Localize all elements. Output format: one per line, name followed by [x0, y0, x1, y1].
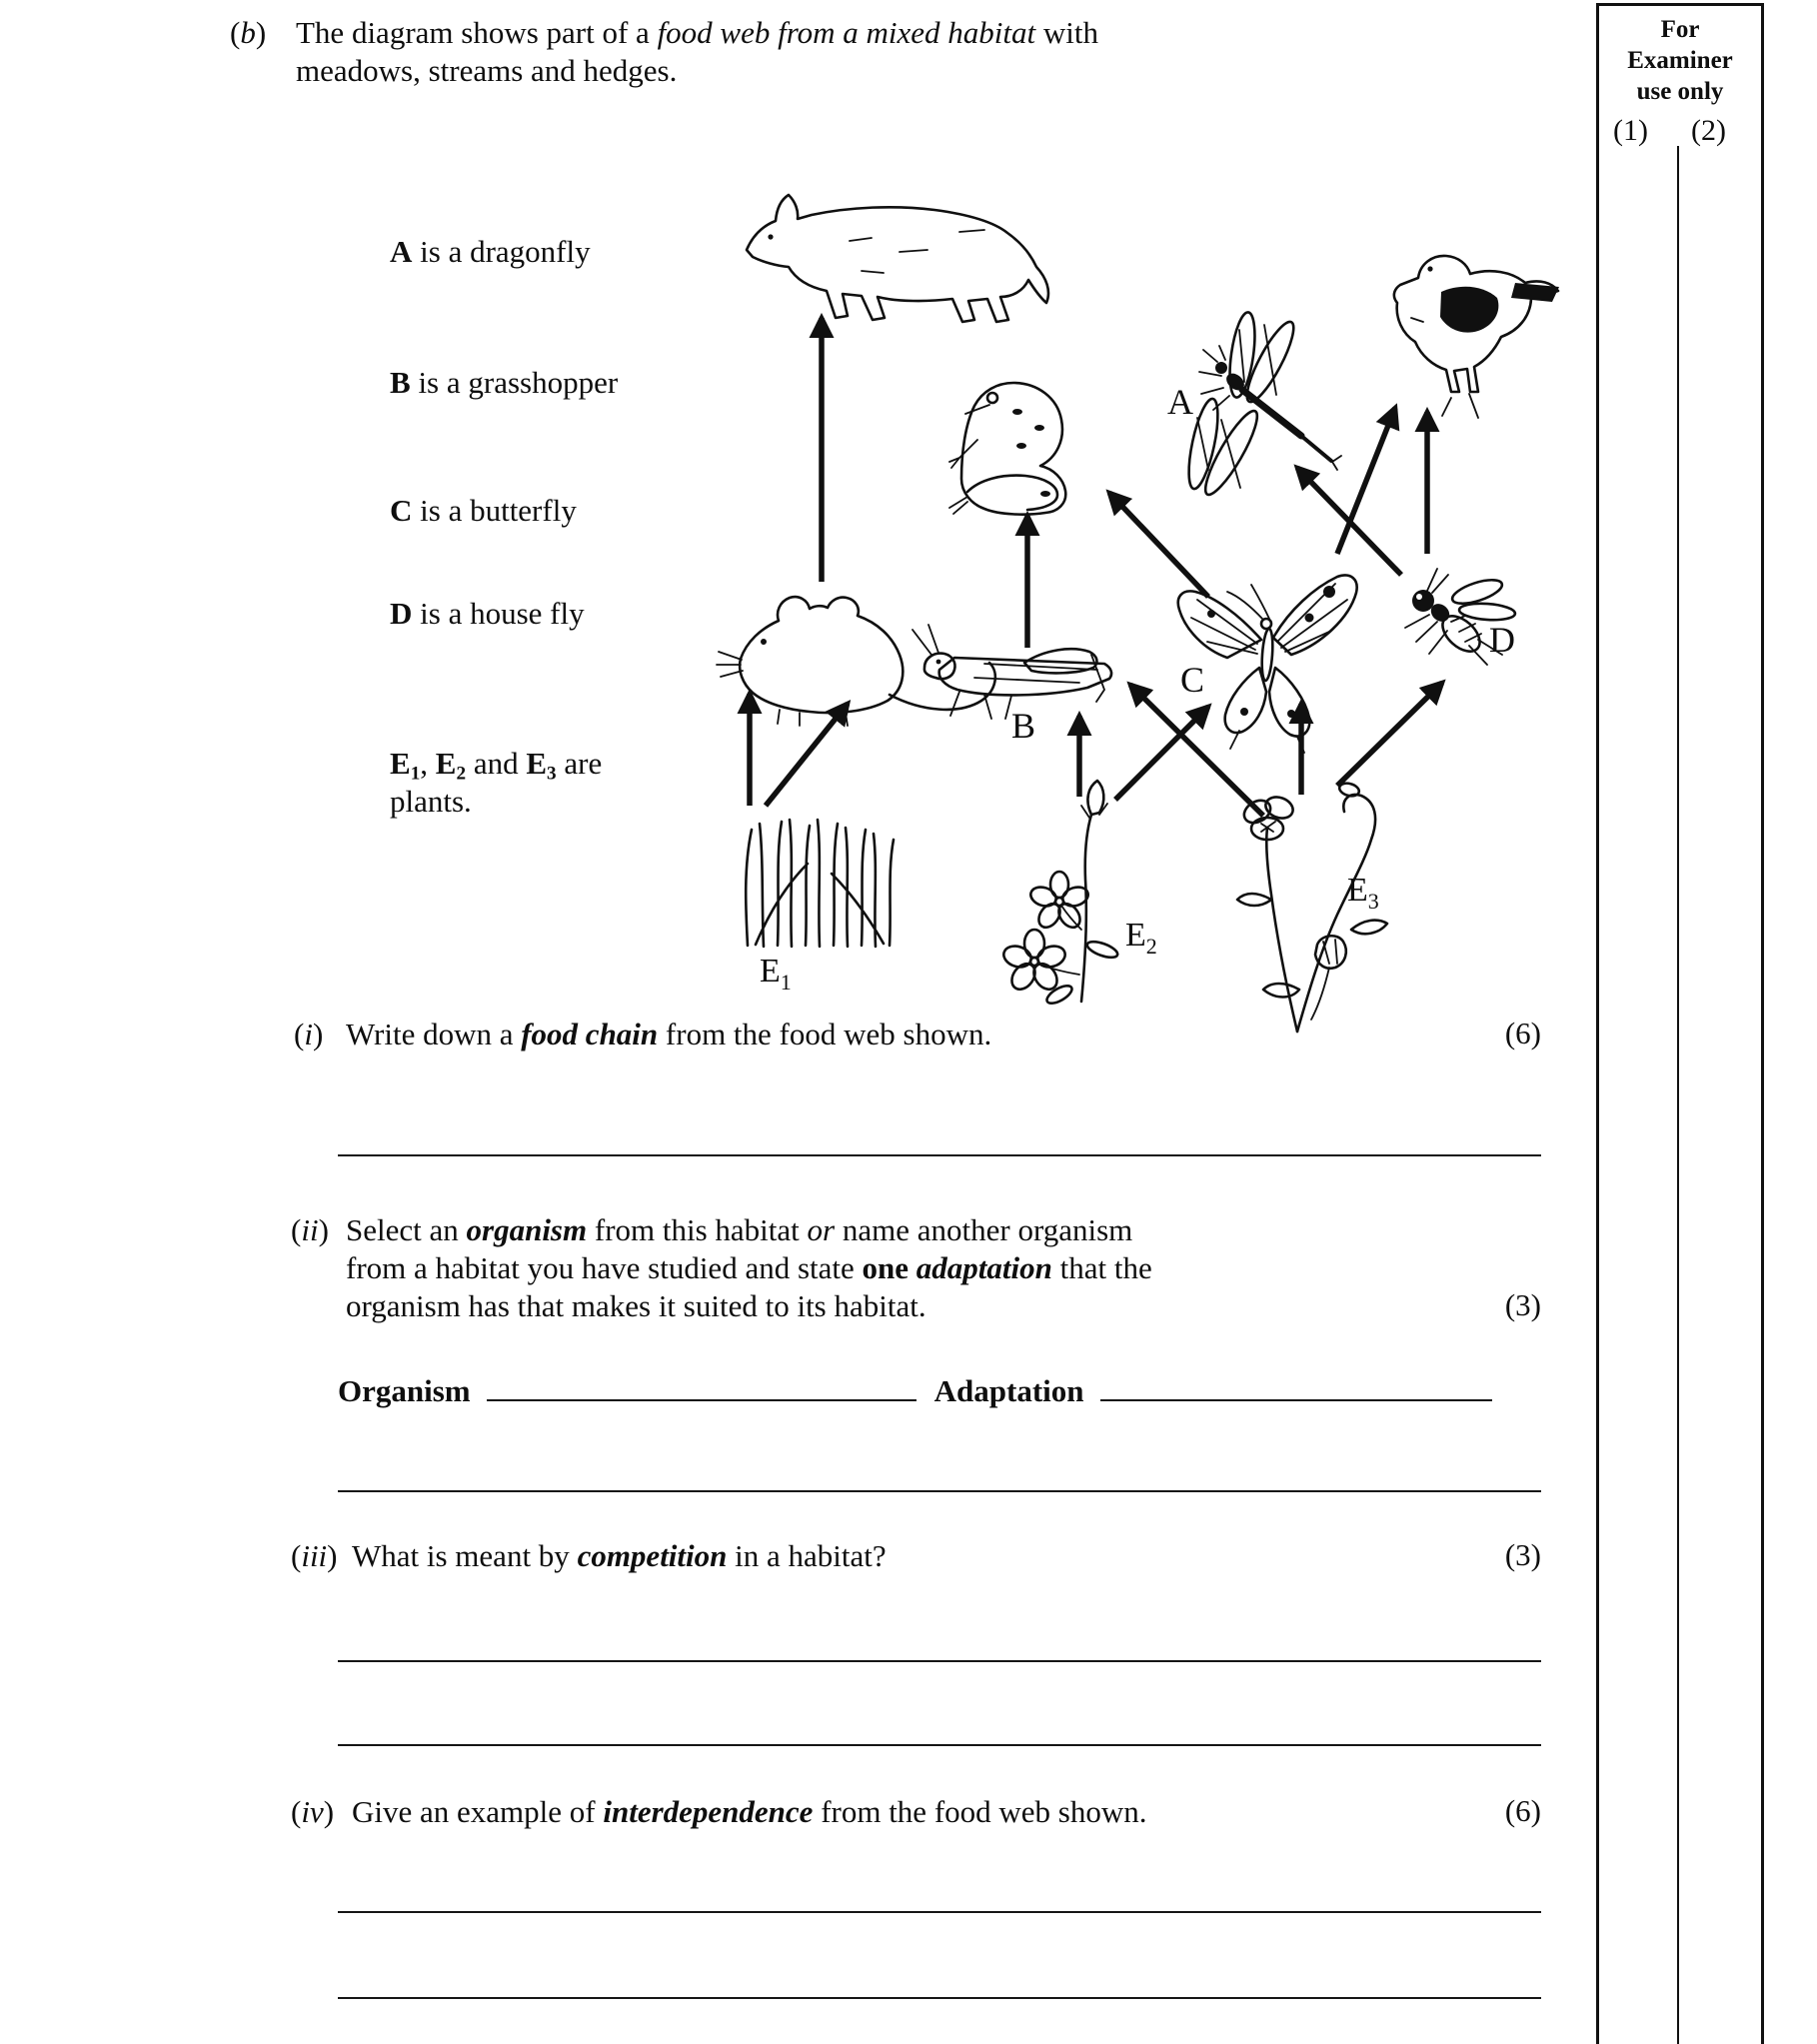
- organism-letter-butterfly: C: [1180, 660, 1205, 700]
- q4-marks: (6): [1504, 1793, 1541, 1828]
- q1-numeral: (i): [294, 1017, 324, 1051]
- examiner-col-1: (1): [1613, 114, 1648, 147]
- butterfly-drawing: [1178, 575, 1357, 753]
- organism-letter-e2: $E_2$: [1125, 917, 1157, 959]
- organism-letter-e3: $E_3$: [1347, 872, 1379, 914]
- organism-letter-dragonfly: A: [1167, 382, 1193, 422]
- question-intro-text: The diagram shows part of a food web from a mixed habitat with meadows, streams and hedges.: [296, 15, 1106, 88]
- q3-text: What is meant by competition in a habitat?: [352, 1538, 887, 1573]
- examiner-column-divider: [1677, 146, 1679, 2044]
- q2-marks: (3): [1504, 1287, 1541, 1322]
- flower-e2-drawing: [1001, 781, 1119, 1007]
- food-web-arrows: [750, 318, 1442, 816]
- grasshopper-drawing: [912, 625, 1111, 719]
- food-web-diagram: [540, 120, 1579, 1049]
- answer-line: [338, 1490, 1541, 1492]
- key-item-a: A is a dragonfly: [390, 234, 591, 269]
- answer-line: [338, 1154, 1541, 1156]
- examiner-box-title: For Examiner use only: [1627, 16, 1733, 105]
- q3-numeral: (iii): [291, 1538, 338, 1573]
- feeds-arrow-housefly-to-dragonfly: [1297, 468, 1401, 575]
- examiner-col-2: (2): [1691, 114, 1726, 147]
- key-item-d: D is a house fly: [390, 596, 585, 631]
- q2-text: Select an organism from this habitat or name another organism from a habitat you have studied and state one adaptation that the organism has that makes it suited to its habitat.: [346, 1212, 1160, 1323]
- q3-marks: (3): [1504, 1537, 1541, 1572]
- bird-drawing: [1394, 256, 1559, 418]
- dragonfly-drawing: [1183, 311, 1341, 500]
- frog-drawing: [949, 383, 1065, 515]
- organism-label: Organism: [338, 1373, 471, 1408]
- adaptation-answer-blank: [1100, 1369, 1492, 1401]
- answer-line: [338, 1997, 1541, 1999]
- q1-marks: (6): [1504, 1016, 1541, 1050]
- feeds-arrow-e3-to-housefly: [1337, 683, 1442, 786]
- answer-line: [338, 1911, 1541, 1913]
- fox-drawing: [747, 195, 1048, 322]
- answer-line: [338, 1744, 1541, 1746]
- key-item-e-line2: plants.: [390, 784, 472, 819]
- key-item-c: C is a butterfly: [390, 493, 577, 528]
- organism-letter-housefly: D: [1489, 620, 1515, 660]
- feeds-arrow-butterfly-to-frog: [1109, 493, 1208, 597]
- q2-numeral: (ii): [291, 1212, 329, 1247]
- organism-answer-blank: [487, 1369, 916, 1401]
- q4-numeral: (iv): [291, 1794, 335, 1829]
- key-item-b: B is a grasshopper: [390, 365, 619, 400]
- feeds-arrow-butterfly-to-bird: [1337, 408, 1395, 554]
- examiner-use-only-box: [1596, 3, 1764, 2044]
- grass-e1-drawing: [746, 820, 894, 947]
- organism-letter-e1: $E_1$: [760, 953, 792, 995]
- adaptation-label: Adaptation: [933, 1373, 1084, 1408]
- feeds-arrow-e2-to-butterfly: [1115, 707, 1208, 800]
- q4-text: Give an example of interdependence from the food web shown.: [352, 1794, 1147, 1829]
- feeds-arrow-e3-to-grasshopper: [1130, 685, 1263, 816]
- organism-adaptation-row: [338, 1369, 1492, 1410]
- q1-text: Write down a food chain from the food web shown.: [346, 1017, 992, 1051]
- key-item-e: E1, E2 and E3 are: [390, 746, 603, 785]
- answer-line: [338, 1660, 1541, 1662]
- question-part-label: (b): [230, 15, 267, 50]
- organism-letter-grasshopper: B: [1011, 706, 1036, 746]
